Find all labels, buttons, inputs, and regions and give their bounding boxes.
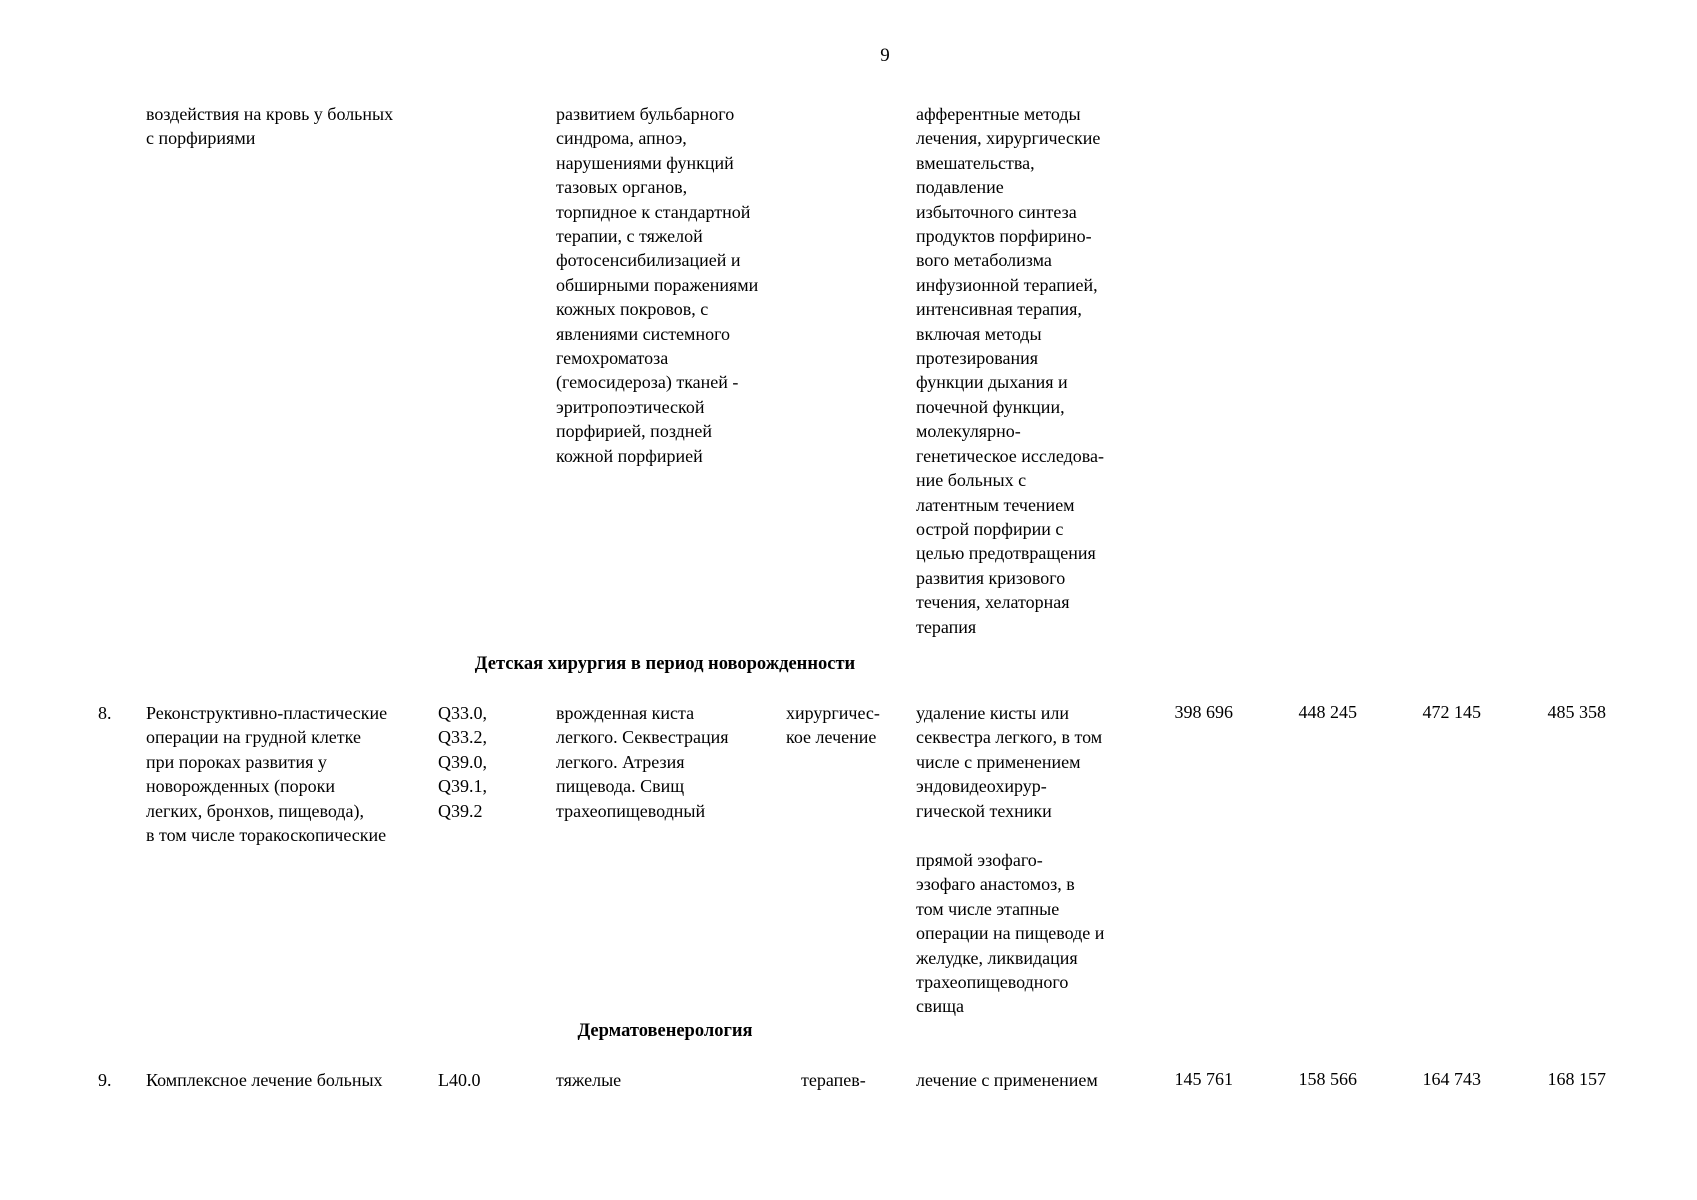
- row-8-method-1: удаление кисты или секвестра легкого, в том числе с применением эндовидеохирур- гической техники: [916, 703, 1103, 821]
- row-9-treatment-type: терапев-: [801, 1070, 866, 1090]
- row-9-cost-3: 164 743: [1422, 1069, 1481, 1089]
- row-8-cost-3: 472 145: [1422, 702, 1481, 722]
- continued-method: афферентные методы лечения, хирургические вмешательства, подавление избыточного синтеза продуктов порфирино- вого метаболизма инфузионной терапией, интенсивная терапия, включая методы протезирования функции дыхания и почечной функции, молекулярно- генетическое исследова- ние больных с латентным течением острой порфирии с целью предотвращения развития кризового течения, хелаторная терапия: [916, 104, 1105, 637]
- row-8-icd-codes: Q33.0, Q33.2, Q39.0, Q39.1, Q39.2: [438, 703, 487, 821]
- row-8-cost-4: 485 358: [1547, 702, 1606, 722]
- row-9-icd-codes: L40.0: [438, 1070, 481, 1090]
- row-8-treatment-type: хирургичес- кое лечение: [786, 703, 880, 748]
- row-8-cost-2: 448 245: [1298, 702, 1357, 722]
- row-8-method-2: прямой эзофаго- эзофаго анастомоз, в том числе этапные операции на пищеводе и желудке, ликвидация трахеопищеводного свища: [916, 850, 1105, 1017]
- row-9-cost-2: 158 566: [1298, 1069, 1357, 1089]
- row-9-method-1: лечение с применением: [916, 1070, 1098, 1090]
- section-title-pediatric-surgery: Детская хирургия в период новорожденности: [474, 654, 856, 674]
- row-9-cost-4: 168 157: [1547, 1069, 1606, 1089]
- row-8-service-name: Реконструктивно-пластические операции на грудной клетке при пороках развития у новорожденных (пороки легких, бронхов, пищевода), в том числе торакоскопические: [146, 703, 388, 846]
- row-8-cost-1: 398 696: [1174, 702, 1233, 722]
- row-9-diagnosis: тяжелые: [556, 1070, 622, 1090]
- continued-service-name: воздействия на кровь у больных с порфириями: [146, 104, 394, 149]
- row-9-cost-1: 145 761: [1174, 1069, 1233, 1089]
- row-8-diagnosis: врожденная киста легкого. Секвестрация легкого. Атрезия пищевода. Свищ трахеопищеводный: [556, 703, 729, 821]
- continued-diagnosis: развитием бульбарного синдрома, апноэ, нарушениями функций тазовых органов, торпидное к стандартной терапии, с тяжелой фотосенсибилизацией и обширными поражениями кожных покровов, с явлениями системного гемохроматоза (гемосидероза) тканей - эритропоэтической порфирией, поздней кожной порфирией: [556, 104, 759, 466]
- row-8-number: 8.: [98, 703, 112, 723]
- page-number: 9: [880, 45, 890, 66]
- row-9-service-name: Комплексное лечение больных: [146, 1070, 383, 1090]
- row-9-number: 9.: [98, 1070, 112, 1090]
- section-title-dermatovenereology: Дерматовенерология: [577, 1021, 753, 1041]
